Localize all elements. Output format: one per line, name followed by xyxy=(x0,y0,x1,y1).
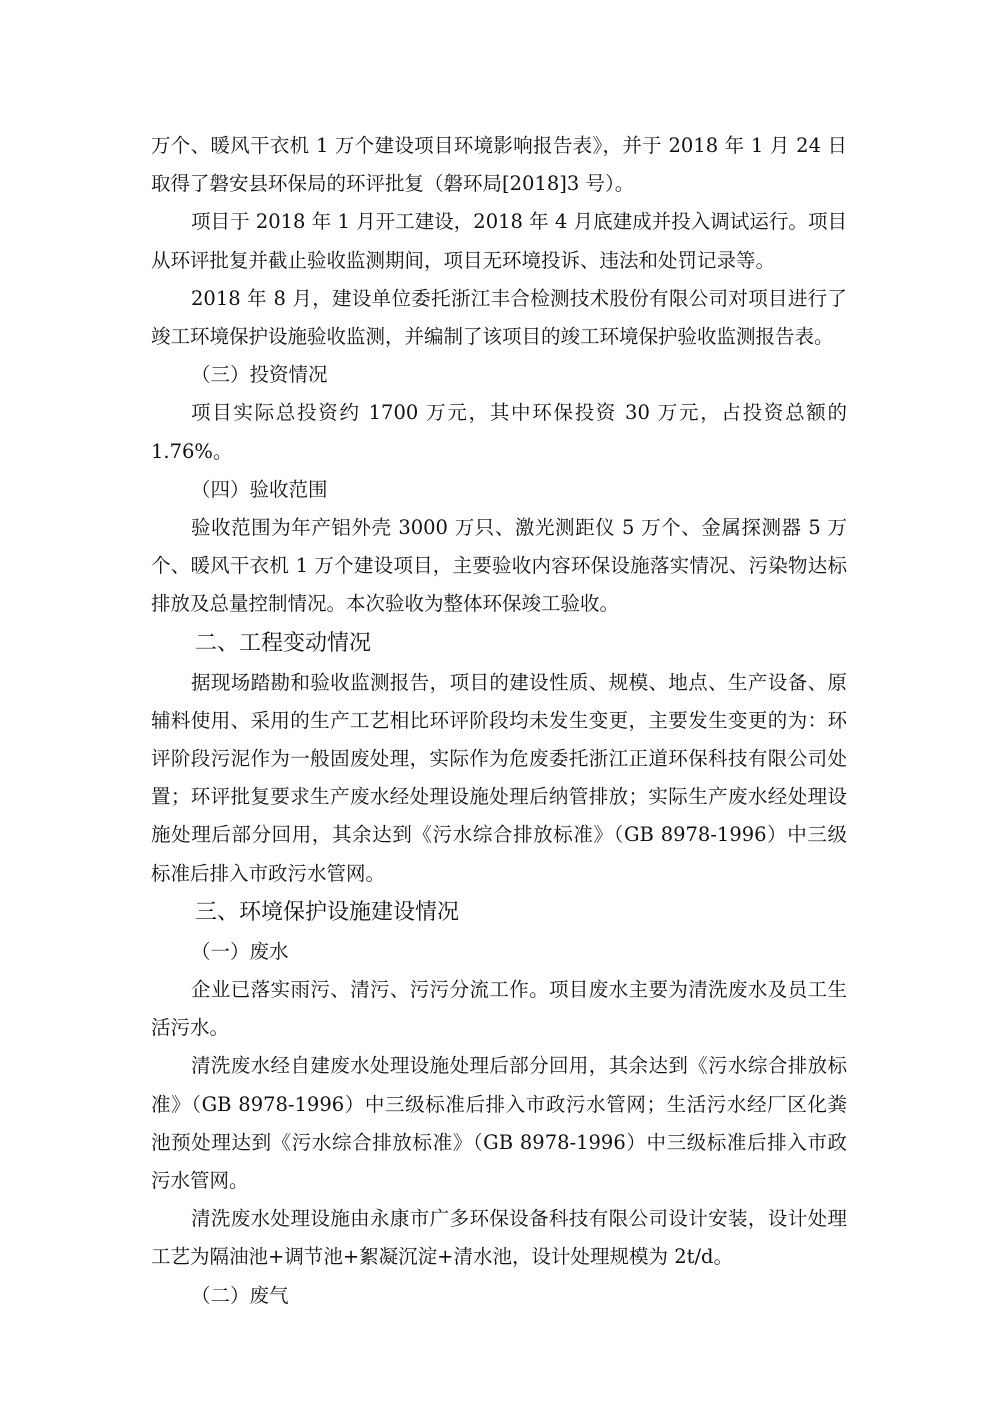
paragraph-scope: 验收范围为年产铝外壳 3000 万只、激光测距仪 5 万个、金属探测器 5 万个、暖风干衣机 1 万个建设项目，主要验收内容环保设施落实情况、污染物达标排放及总量控制情况。本次验收为整体环保竣工验收。 xyxy=(151,516,847,616)
paragraph-approval: 万个、暖风干衣机 1 万个建设项目环境影响报告表》，并于 2018 年 1 月 24 日取得了磐安县环保局的环评批复（磐环局[2018]3 号）。 xyxy=(151,134,847,196)
paragraph-wastewater-overview: 企业已落实雨污、清污、污污分流工作。项目废水主要为清洗废水及员工生活污水。 xyxy=(151,978,847,1040)
paragraph-investment: 项目实际总投资约 1700 万元，其中环保投资 30 万元，占投资总额的 1.76%。 xyxy=(151,401,847,463)
paragraph-changes: 据现场踏勘和验收监测报告，项目的建设性质、规模、地点、生产设备、原辅料使用、采用的生产工艺相比环评阶段均未发生变更，主要发生变更的为：环评阶段污泥作为一般固废处理，实际作为危废委托浙江正道环保科技有限公司处置；环评批复要求生产废水经处理设施处理后纳管排放；实际生产废水经处理设施处理后部分回用，其余达到《污水综合排放标准》（GB 8978-1996）中三级标准后排入市政污水管网。 xyxy=(151,670,847,885)
chapter-heading-changes: 二、工程变动情况 xyxy=(195,630,372,656)
paragraph-treatment-facility: 清洗废水处理设施由永康市广多环保设备科技有限公司设计安装，设计处理工艺为隔油池+调节池+絮凝沉淀+清水池，设计处理规模为 2t/d。 xyxy=(151,1207,847,1269)
paragraph-wastewater-treatment: 清洗废水经自建废水处理设施处理后部分回用，其余达到《污水综合排放标准》（GB 8978-1996）中三级标准后排入市政污水管网；生活污水经厂区化粪池预处理达到《污水综合排放标准》（GB 8978-1996）中三级标准后排入市政污水管网。 xyxy=(151,1054,847,1193)
document-page xyxy=(151,127,847,1315)
section-heading-wastewater: （一）废水 xyxy=(191,939,289,963)
paragraph-construction: 项目于 2018 年 1 月开工建设，2018 年 4 月底建成并投入调试运行。项目从环评批复并截止验收监测期间，项目无环境投诉、违法和处罚记录等。 xyxy=(151,210,847,272)
section-heading-scope: （四）验收范围 xyxy=(191,477,328,501)
chapter-heading-facilities: 三、环境保护设施建设情况 xyxy=(195,899,460,925)
section-heading-investment: （三）投资情况 xyxy=(191,363,328,387)
section-heading-exhaust: （二）废气 xyxy=(191,1283,289,1307)
paragraph-monitoring: 2018 年 8 月，建设单位委托浙江丰合检测技术股份有限公司对项目进行了竣工环境保护设施验收监测，并编制了该项目的竣工环境保护验收监测报告表。 xyxy=(151,286,847,349)
